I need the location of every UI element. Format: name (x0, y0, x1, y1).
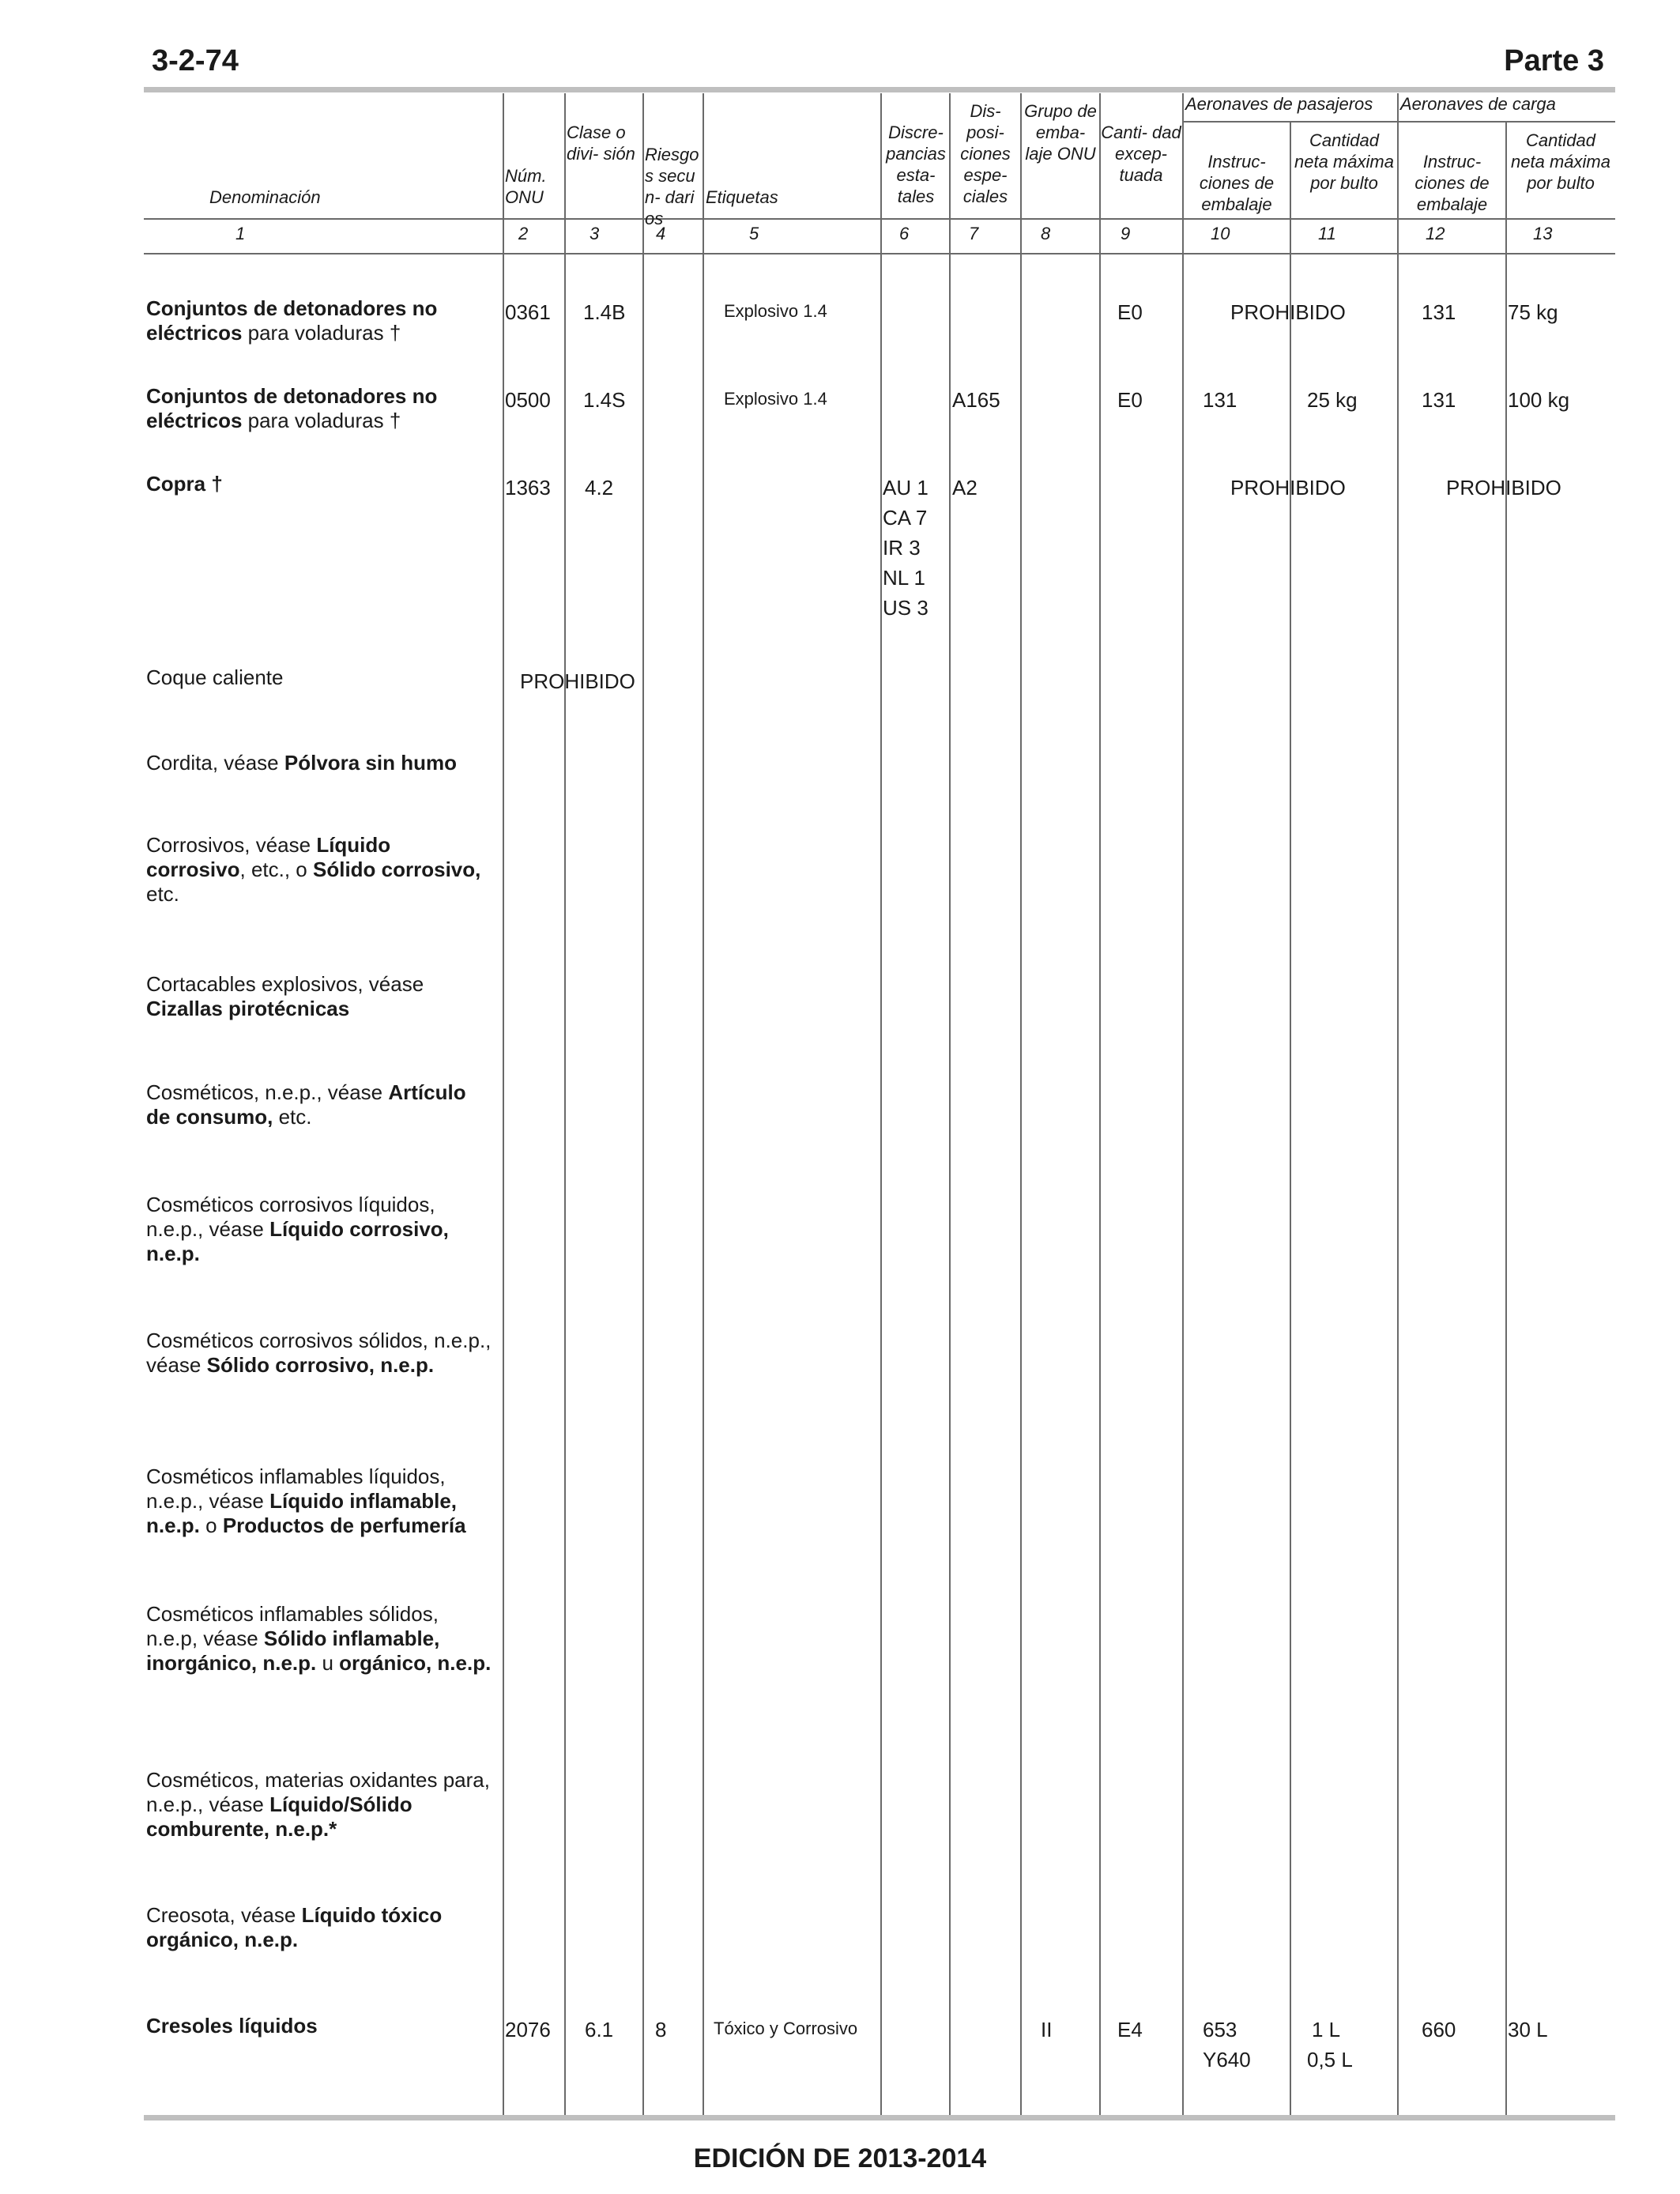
column-number: 8 (1041, 224, 1051, 243)
cell-pax-instruction: 653 (1203, 2018, 1237, 2041)
cell-cargo-instruction: 660 (1422, 2018, 1456, 2041)
entry-name-bold: Líquido/Sólido comburente, n.e.p.* (146, 1793, 412, 1841)
cell-pax-instruction: 131 (1203, 388, 1237, 412)
entry-name-bold: Líquido corrosivo (146, 833, 391, 881)
entry-name-bold: Sólido inflamable, inorgánico, n.e.p. (146, 1627, 440, 1675)
entry-denominacion (146, 751, 494, 775)
entry-name-bold: Sólido corrosivo, n.e.p. (206, 1353, 435, 1377)
col-divider (1182, 93, 1184, 2115)
cell-label: Explosivo 1.4 (724, 301, 827, 321)
header-riesgos: Riesgo s secun- darios (645, 145, 699, 228)
entry-name-bold: Copra † (146, 472, 223, 496)
cell-cargo-quantity: 30 L (1508, 2018, 1548, 2041)
header-clase: Clase o divi- sión (567, 123, 635, 164)
part-title: Parte 3 (1504, 44, 1604, 77)
entry-name: Cosméticos corrosivos líquidos, n.e.p., véase (146, 1193, 435, 1241)
column-number: 3 (590, 224, 600, 243)
entry-denominacion (146, 472, 494, 496)
cell-pax-prohibited: PROHIBIDO (1230, 300, 1346, 324)
entry-name-tail: etc. (273, 1105, 312, 1129)
entry-name: Cosméticos, n.e.p., véase (146, 1080, 389, 1104)
entry-name: Corrosivos, véase (146, 833, 317, 857)
column-number: 4 (656, 224, 666, 243)
entry-denominacion (146, 1602, 494, 1676)
cell-class: 1.4S (583, 388, 626, 412)
bottom-rule (144, 2115, 1615, 2120)
cell-prohibited: PROHIBIDO (520, 669, 635, 693)
cell-pax-quantity-ltd: 0,5 L (1307, 2048, 1353, 2071)
entry-name-tail: para voladuras † (242, 409, 401, 432)
cell-excepted-qty: E0 (1117, 388, 1143, 412)
cell-discrepancy: IR 3 (883, 536, 921, 560)
cell-un-number: 1363 (505, 476, 551, 499)
entry-name-bold: Líquido tóxico orgánico, n.e.p. (146, 1903, 443, 1951)
entry-name-tail: etc. (146, 882, 179, 906)
cell-class: 4.2 (585, 476, 614, 499)
cell-un-number: 0500 (505, 388, 551, 412)
col-divider (564, 93, 566, 2115)
entry-name: Cosméticos corrosivos sólidos, n.e.p., véase (146, 1329, 492, 1377)
entry-name-bold: Cizallas pirotécnicas (146, 997, 350, 1020)
entry-name: Creosota, véase (146, 1903, 302, 1927)
entry-name: Coque caliente (146, 665, 284, 689)
cell-discrepancy: NL 1 (883, 566, 925, 590)
cell-pax-instruction-ltd: Y640 (1203, 2048, 1251, 2071)
col-divider (880, 93, 882, 2115)
cell-discrepancy: US 3 (883, 596, 929, 620)
header-divider (144, 218, 1615, 220)
cell-excepted-qty: E4 (1117, 2018, 1143, 2041)
col-divider (949, 93, 951, 2115)
col-divider (1099, 93, 1101, 2115)
column-number-divider (144, 253, 1615, 254)
col-divider (503, 93, 504, 2115)
entry-name-mid: o (199, 1514, 223, 1537)
column-number: 1 (235, 224, 246, 243)
cell-pax-prohibited: PROHIBIDO (1230, 476, 1346, 499)
entry-name-bold: orgánico, n.e.p. (339, 1651, 492, 1675)
column-number: 9 (1121, 224, 1131, 243)
cell-subsidiary-risk: 8 (655, 2018, 667, 2041)
entry-name-mid: , etc., o (239, 858, 313, 881)
entry-name-bold: Sólido corrosivo, (313, 858, 481, 881)
header-disposiciones: Dis- posi- ciones espe- ciales (960, 101, 1011, 206)
entry-denominacion (146, 1193, 494, 1266)
cell-special-provision: A165 (952, 388, 1000, 412)
entry-name-bold: Productos de perfumería (222, 1514, 466, 1537)
entry-denominacion (146, 1329, 494, 1378)
entry-denominacion (146, 2014, 494, 2038)
entry-denominacion (146, 665, 494, 690)
edition-footer: EDICIÓN DE 2013-2014 (693, 2143, 987, 2173)
column-number: 7 (969, 224, 979, 243)
cell-discrepancy: CA 7 (883, 506, 928, 530)
entry-denominacion (146, 384, 494, 433)
entry-denominacion (146, 1465, 494, 1538)
entry-name: Cosméticos inflamables líquidos, n.e.p., véase (146, 1465, 446, 1513)
entry-name-bold: Líquido corrosivo, n.e.p. (146, 1217, 449, 1265)
page-number: 3-2-74 (152, 44, 239, 77)
col-divider (1020, 93, 1022, 2115)
header-discrepancias: Discre- pancias esta- tales (886, 123, 946, 206)
entry-name-bold: Artículo de consumo, (146, 1080, 466, 1129)
header-cargo-aircraft: Aeronaves de carga (1400, 94, 1556, 114)
aircraft-group-divider (1182, 121, 1615, 123)
cell-special-provision: A2 (952, 476, 977, 499)
header-pax-instrucciones: Instruc- ciones de embalaje (1199, 152, 1275, 214)
entry-name-bold: Líquido inflamable, n.e.p. (146, 1489, 458, 1537)
header-pax-cantidad: Cantidad neta máxima por bulto (1294, 130, 1394, 193)
entry-name: Cordita, véase (146, 751, 284, 775)
entry-name-mid: u (316, 1651, 340, 1675)
col-divider (1397, 93, 1399, 2115)
cell-un-number: 0361 (505, 300, 551, 324)
column-number: 11 (1318, 224, 1336, 243)
entry-name-bold: Cresoles líquidos (146, 2014, 318, 2038)
entry-name-bold: Conjuntos de detonadores no eléctricos (146, 384, 438, 432)
column-number: 5 (749, 224, 759, 243)
entry-name-tail: para voladuras † (242, 321, 401, 345)
entry-name: Cosméticos inflamables sólidos, n.e.p, véase (146, 1602, 439, 1650)
header-passenger-aircraft: Aeronaves de pasajeros (1185, 94, 1373, 114)
cell-pax-quantity: 25 kg (1307, 388, 1358, 412)
col-divider (1290, 121, 1291, 2115)
entry-denominacion (146, 296, 494, 345)
header-cargo-instrucciones: Instruc- ciones de embalaje (1414, 152, 1490, 214)
column-number: 6 (899, 224, 910, 243)
entry-name: Cosméticos, materias oxidantes para, n.e.p., véase (146, 1768, 490, 1816)
top-rule (144, 87, 1615, 92)
header-etiquetas: Etiquetas (706, 187, 778, 207)
entry-name-bold: Conjuntos de detonadores no eléctricos (146, 296, 438, 345)
col-divider (642, 93, 644, 2115)
cell-cargo-quantity: 75 kg (1508, 300, 1558, 324)
col-divider (703, 93, 704, 2115)
column-number: 13 (1533, 224, 1553, 243)
entry-name: Cortacables explosivos, véase (146, 972, 424, 996)
cell-packing-group: II (1041, 2018, 1053, 2041)
column-number: 12 (1426, 224, 1445, 243)
cell-cargo-prohibited: PROHIBIDO (1446, 476, 1561, 499)
cell-pax-quantity: 1 L (1312, 2018, 1341, 2041)
cell-cargo-instruction: 131 (1422, 388, 1456, 412)
header-cargo-cantidad: Cantidad neta máxima por bulto (1511, 130, 1610, 193)
cell-cargo-quantity: 100 kg (1508, 388, 1570, 412)
cell-class: 6.1 (585, 2018, 614, 2041)
header-denominacion: Denominación (209, 187, 321, 207)
cell-label: Tóxico y Corrosivo (714, 2019, 858, 2038)
entry-denominacion (146, 972, 494, 1021)
entry-denominacion (146, 833, 494, 907)
cell-excepted-qty: E0 (1117, 300, 1143, 324)
cell-un-number: 2076 (505, 2018, 551, 2041)
entry-denominacion (146, 1080, 494, 1129)
entry-name-bold: Pólvora sin humo (284, 751, 458, 775)
cell-label: Explosivo 1.4 (724, 389, 827, 409)
header-num-onu: Núm. ONU (505, 166, 547, 207)
cell-discrepancy: AU 1 (883, 476, 929, 499)
header-cantidad-exceptuada: Canti- dad excep- tuada (1101, 123, 1181, 185)
column-number: 2 (518, 224, 529, 243)
entry-denominacion (146, 1903, 494, 1952)
cell-class: 1.4B (583, 300, 626, 324)
entry-denominacion (146, 1768, 494, 1842)
header-grupo-embalaje: Grupo de emba- laje ONU (1024, 101, 1097, 164)
col-divider (1505, 121, 1507, 2115)
column-number: 10 (1211, 224, 1230, 243)
cell-cargo-instruction: 131 (1422, 300, 1456, 324)
